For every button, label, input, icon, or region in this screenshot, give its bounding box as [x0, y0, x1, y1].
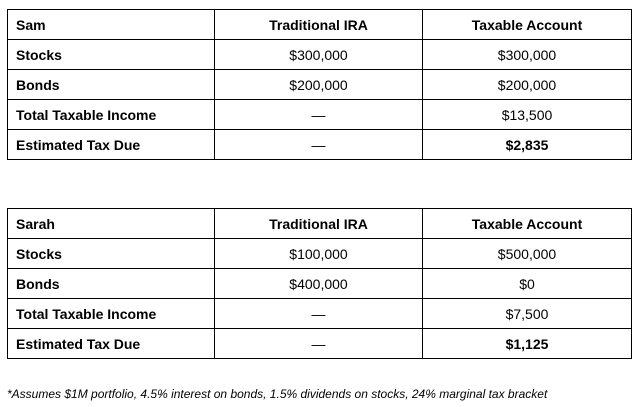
taxable-value: $13,500 — [423, 100, 632, 130]
table-row — [8, 70, 632, 100]
table-row — [8, 239, 632, 269]
taxable-value: $0 — [423, 269, 632, 299]
row-label: Total Taxable Income — [8, 100, 215, 130]
table-header-row — [8, 209, 632, 239]
traditional-value: — — [215, 299, 423, 329]
table-row — [8, 269, 632, 299]
sarah-comparison-table — [7, 208, 632, 359]
table-row — [8, 329, 632, 359]
row-label: Stocks — [8, 40, 215, 70]
taxable-value: $300,000 — [423, 40, 632, 70]
row-label: Bonds — [8, 269, 215, 299]
traditional-value: $200,000 — [215, 70, 423, 100]
person-name: Sarah — [8, 209, 215, 239]
estimated-tax-due-value: $1,125 — [423, 329, 632, 359]
table-header-row — [8, 10, 632, 40]
row-label: Total Taxable Income — [8, 299, 215, 329]
row-label: Estimated Tax Due — [8, 329, 215, 359]
traditional-value: — — [215, 130, 423, 160]
taxable-value: $500,000 — [423, 239, 632, 269]
traditional-value: $100,000 — [215, 239, 423, 269]
taxable-value: $200,000 — [423, 70, 632, 100]
traditional-value: $300,000 — [215, 40, 423, 70]
column-header-traditional-ira: Traditional IRA — [215, 10, 423, 40]
traditional-value: — — [215, 100, 423, 130]
row-label: Bonds — [8, 70, 215, 100]
estimated-tax-due-value: $2,835 — [423, 130, 632, 160]
footnote: *Assumes $1M portfolio, 4.5% interest on bonds, 1.5% dividends on stocks, 24% marginal tax bracket — [7, 387, 548, 401]
table-row — [8, 130, 632, 160]
sam-comparison-table — [7, 9, 632, 160]
table-row — [8, 299, 632, 329]
person-name: Sam — [8, 10, 215, 40]
table-row — [8, 100, 632, 130]
column-header-taxable-account: Taxable Account — [423, 209, 632, 239]
traditional-value: — — [215, 329, 423, 359]
row-label: Estimated Tax Due — [8, 130, 215, 160]
table-row — [8, 40, 632, 70]
traditional-value: $400,000 — [215, 269, 423, 299]
column-header-taxable-account: Taxable Account — [423, 10, 632, 40]
taxable-value: $7,500 — [423, 299, 632, 329]
row-label: Stocks — [8, 239, 215, 269]
column-header-traditional-ira: Traditional IRA — [215, 209, 423, 239]
